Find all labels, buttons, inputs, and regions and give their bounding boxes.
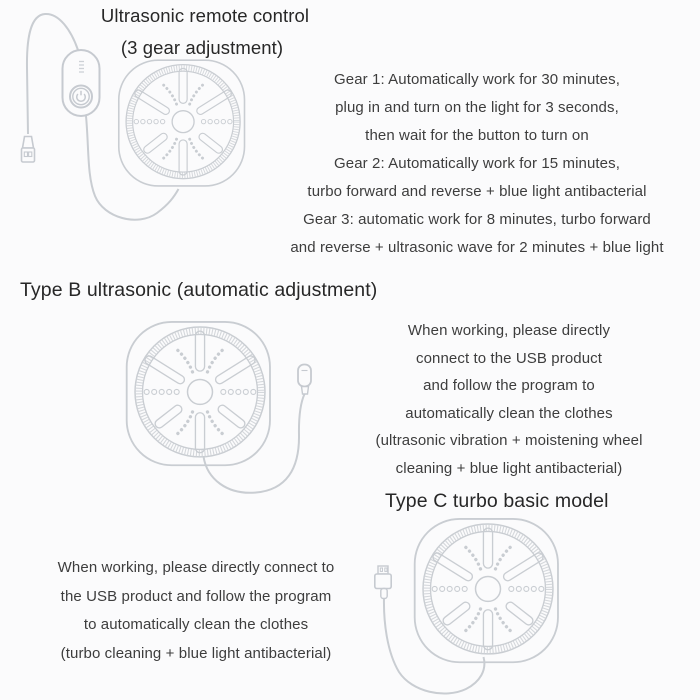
type-c-description (58, 554, 335, 668)
description-line: Gear 1: Automatically work for 30 minutes, (334, 71, 620, 88)
description-line: and reverse + ultrasonic wave for 2 minutes + blue light (290, 239, 664, 256)
description-line: automatically clean the clothes (405, 404, 613, 422)
type-a-title-line1: Ultrasonic remote control (100, 5, 310, 26)
type-b-illustration (127, 322, 311, 493)
washer-disc-icon (119, 60, 245, 186)
type-a-title-line2: (3 gear adjustment) (120, 37, 284, 58)
description-line: (turbo cleaning + blue light antibacterial) (60, 644, 332, 662)
description-line: to automatically clean the clothes (83, 616, 309, 633)
type-c-illustration (375, 519, 558, 694)
description-line: When working, please directly connect to (57, 559, 335, 576)
type-b-title: Type B ultrasonic (automatic adjustment) (20, 279, 378, 301)
type-a-description (290, 66, 663, 262)
cable (86, 116, 179, 220)
cable (384, 598, 484, 694)
washer-disc-icon (127, 322, 270, 465)
type-b-description (375, 317, 642, 482)
type-c-title: Type C turbo basic model (385, 490, 609, 512)
description-line: plug in and turn on the light for 3 seconds, (335, 99, 619, 116)
usb-plug-icon (375, 566, 391, 599)
description-line: then wait for the button to turn on (365, 127, 589, 144)
description-line: turbo forward and reverse + blue light antibacterial (307, 183, 647, 200)
description-line: Gear 2: Automatically work for 15 minutes, (334, 155, 620, 172)
description-line: connect to the USB product (415, 349, 603, 367)
usb-c-plug-icon (298, 365, 311, 395)
washer-disc-icon (415, 519, 558, 662)
description-line: Gear 3: automatic work for 8 minutes, turbo forward (303, 211, 651, 228)
description-line: and follow the program to (423, 377, 595, 394)
description-line: the USB product and follow the program (60, 587, 332, 605)
description-line: (ultrasonic vibration + moistening wheel (375, 432, 643, 449)
remote-control-icon (63, 50, 100, 116)
description-line: cleaning + blue light antibacterial) (395, 459, 623, 477)
usb-plug-icon (22, 137, 35, 163)
description-line: When working, please directly (407, 322, 611, 339)
